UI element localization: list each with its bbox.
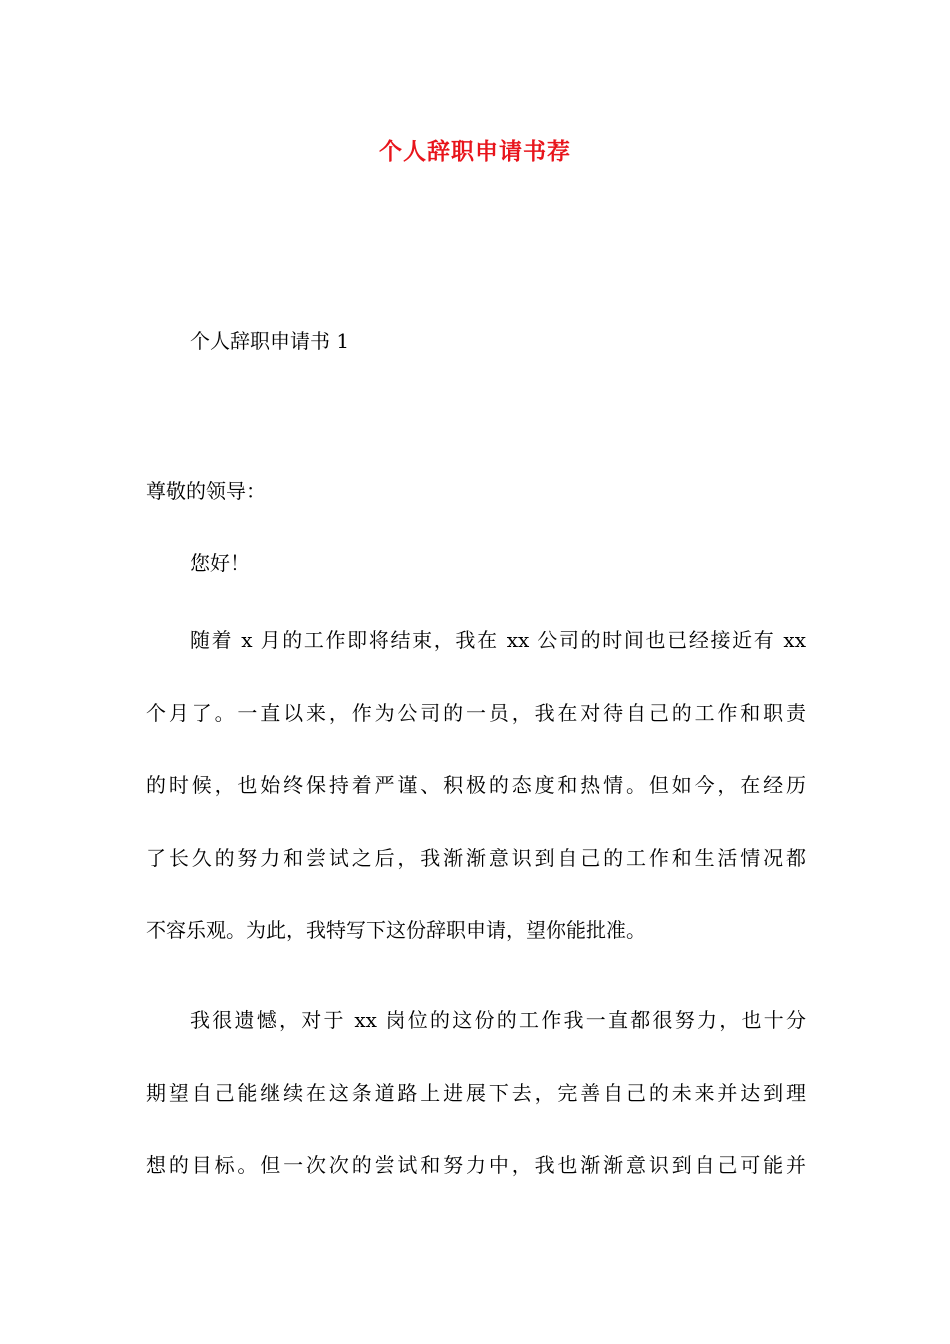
paragraph-2 bbox=[146, 984, 806, 1202]
paragraph-line: 随着 x 月的工作即将结束，我在 xx 公司的时间也已经接近有 xx bbox=[190, 628, 806, 652]
paragraph-line: 期望自己能继续在这条道路上进展下去，完善自己的未来并达到理 bbox=[146, 1080, 806, 1105]
section-heading: 个人辞职申请书 1 bbox=[190, 329, 350, 353]
paragraph-1 bbox=[146, 604, 806, 967]
document-title: 个人辞职申请书荐 bbox=[379, 138, 571, 165]
paragraph-line: 想的目标。但一次次的尝试和努力中，我也渐渐意识到自己可能并 bbox=[146, 1153, 806, 1177]
greeting: 您好！ bbox=[190, 551, 250, 575]
salutation: 尊敬的领导： bbox=[146, 479, 266, 503]
paragraph-line: 的时候，也始终保持着严谨、积极的态度和热情。但如今，在经历 bbox=[146, 773, 806, 797]
paragraph-line: 了长久的努力和尝试之后，我渐渐意识到自己的工作和生活情况都 bbox=[146, 845, 806, 870]
paragraph-line: 个月了。一直以来，作为公司的一员，我在对待自己的工作和职责 bbox=[146, 700, 806, 725]
paragraph-line: 我很遗憾，对于 xx 岗位的这份的工作我一直都很努力，也十分 bbox=[190, 1008, 806, 1032]
paragraph-line: 不容乐观。为此，我特写下这份辞职申请，望你能批准。 bbox=[146, 918, 646, 942]
